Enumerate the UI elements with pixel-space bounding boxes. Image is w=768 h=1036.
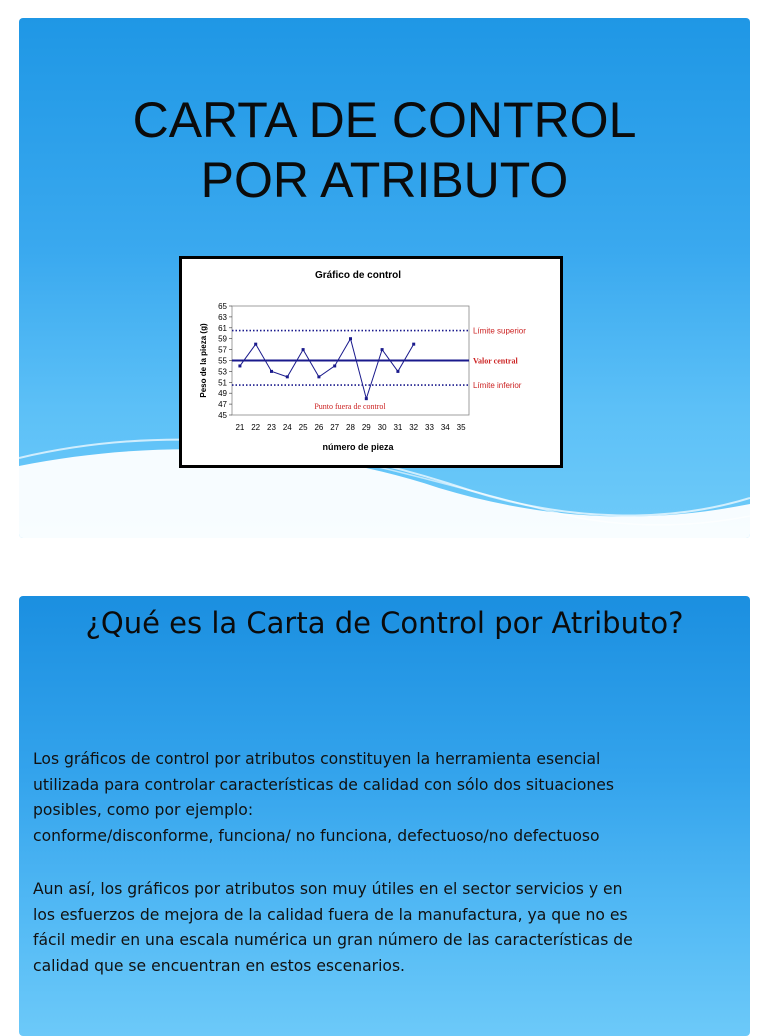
x-tick-label: 24 — [282, 423, 292, 432]
data-point — [333, 364, 336, 367]
control-chart-image — [179, 256, 563, 468]
paragraph-definition — [33, 747, 729, 849]
x-tick-label: 35 — [456, 423, 466, 432]
para2-line: los esfuerzos de mejora de la calidad fuera de la manufactura, ya que no es — [33, 905, 628, 924]
y-tick-label: 47 — [218, 400, 227, 410]
para1-line: posibles, como por ejemplo: — [33, 801, 254, 819]
para2-line: fácil medir en una escala numérica un gran número de las características de — [33, 931, 633, 949]
para1-line: conforme/disconforme, funciona/ no funciona, defectuoso/no defectuoso — [33, 826, 600, 845]
y-axis-label: Peso de la pieza (g) — [199, 323, 208, 398]
data-point — [238, 364, 241, 367]
data-point — [317, 375, 320, 378]
data-point — [302, 348, 305, 351]
reference-line-label: Límite superior — [473, 326, 526, 336]
title-line-1: CARTA DE CONTROL — [132, 92, 637, 148]
data-point — [365, 397, 368, 400]
para2-line: Aun así, los gráficos por atributos son muy útiles en el sector servicios y en — [33, 880, 623, 898]
x-axis-label: número de pieza — [322, 442, 394, 452]
x-tick-label: 21 — [235, 423, 245, 432]
data-point — [270, 370, 273, 373]
para1-line: utilizada para controlar características de calidad con sólo dos situaciones — [33, 775, 614, 794]
x-tick-label: 25 — [298, 423, 308, 432]
out-of-control-annotation: Punto fuera de control — [314, 402, 386, 411]
y-tick-label: 53 — [218, 367, 227, 377]
para1-line: Los gráficos de control por atributos constituyen la herramienta esencial — [33, 750, 601, 768]
y-tick-label: 59 — [218, 334, 227, 344]
content-slide — [19, 596, 750, 1036]
data-point — [349, 337, 352, 340]
x-tick-label: 34 — [440, 423, 450, 432]
y-tick-label: 49 — [218, 389, 227, 399]
control-chart — [182, 259, 560, 465]
data-point — [381, 348, 384, 351]
y-tick-label: 63 — [218, 312, 227, 322]
paragraph-usage — [33, 877, 729, 979]
data-point — [254, 343, 257, 346]
y-tick-label: 55 — [218, 356, 227, 366]
x-tick-label: 23 — [267, 423, 276, 432]
chart-title: Gráfico de control — [314, 270, 402, 281]
x-tick-label: 30 — [377, 423, 387, 432]
data-point — [396, 370, 399, 373]
y-tick-label: 45 — [218, 411, 227, 420]
data-point — [286, 375, 289, 378]
slide-title — [19, 90, 750, 210]
reference-line-label: Valor central — [473, 356, 518, 366]
title-line-2: POR ATRIBUTO — [200, 152, 569, 208]
data-point — [412, 343, 415, 346]
x-tick-label: 33 — [425, 423, 434, 432]
x-tick-label: 31 — [393, 423, 403, 432]
reference-line-label: Límite inferior — [473, 381, 522, 391]
x-tick-label: 28 — [346, 423, 355, 432]
section-question: ¿Qué es la Carta de Control por Atributo? — [85, 606, 684, 640]
x-tick-label: 26 — [314, 423, 324, 432]
y-tick-label: 65 — [218, 302, 227, 311]
y-tick-label: 51 — [218, 378, 227, 388]
y-tick-label: 57 — [218, 345, 227, 355]
para2-line: calidad que se encuentran en estos escenarios. — [33, 956, 406, 975]
x-tick-label: 29 — [361, 423, 371, 432]
x-tick-label: 27 — [330, 423, 340, 432]
x-tick-label: 32 — [409, 423, 419, 432]
y-tick-label: 61 — [218, 323, 227, 333]
x-tick-label: 22 — [251, 423, 261, 432]
title-slide — [19, 18, 750, 538]
